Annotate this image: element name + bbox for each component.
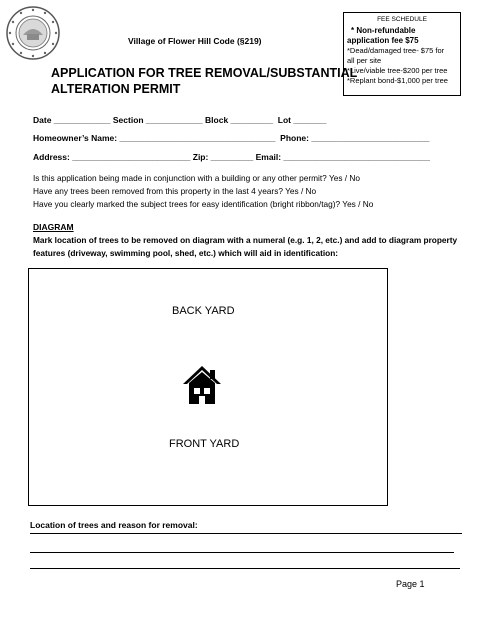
application-title (51, 65, 357, 97)
title-line-2: ALTERATION PERMIT (51, 82, 181, 96)
fee-schedule-heading: FEE SCHEDULE (377, 16, 427, 23)
diagram-instructions: Mark location of trees to be removed on diagram with a numeral (e.g. 1, 2, etc.) and add to diagram property features (driveway, swimming pool, shed, etc.) which will aid in identification: (33, 235, 458, 258)
fee-nonrefundable-line-1: * Non-refundable (351, 26, 416, 35)
question-building-permit: Is this application being made in conjunction with a building or any other permit? Yes / No (33, 173, 361, 183)
page-number: Page 1 (396, 579, 425, 589)
address-zip-email-row[interactable]: Address: _________________________ Zip: _________ Email: _______________________________ (33, 152, 431, 162)
question-trees-marked: Have you clearly marked the subject trees for easy identification (bright ribbon/tag)? Yes / No (33, 199, 374, 209)
house-icon (181, 364, 223, 406)
homeowner-phone-row[interactable]: Homeowner’s Name: _________________________________ Phone: _________________________ (33, 133, 430, 143)
removal-reason-line-3[interactable] (30, 568, 460, 569)
removal-reason-line-1[interactable] (30, 533, 462, 534)
property-diagram-box[interactable] (28, 268, 388, 506)
back-yard-label: BACK YARD (172, 305, 235, 317)
fee-nonrefundable-line-2: application fee $75 (347, 36, 419, 45)
diagram-heading: DIAGRAM (33, 222, 74, 232)
village-seal (5, 5, 61, 61)
fee-replant-bond: *Replant bond-$1,000 per tree (347, 76, 448, 85)
fee-live-tree: *Live/viable tree-$200 per tree (347, 66, 448, 75)
removal-reason-line-2[interactable] (30, 552, 454, 553)
question-trees-removed: Have any trees been removed from this property in the last 4 years? Yes / No (33, 186, 317, 196)
fee-dead-tree-line-2: all per site (347, 56, 382, 65)
date-section-block-lot-row[interactable]: Date ____________ Section ____________ Block _________ Lot _______ (33, 115, 327, 125)
front-yard-label: FRONT YARD (169, 438, 240, 450)
fee-schedule-box (343, 12, 461, 96)
fee-dead-tree-line-1: *Dead/damaged tree- $75 for (347, 46, 445, 55)
village-code-reference: Village of Flower Hill Code (§219) (128, 36, 262, 46)
title-line-1: APPLICATION FOR TREE REMOVAL/SUBSTANTIAL (51, 66, 358, 80)
removal-reason-label: Location of trees and reason for removal: (30, 520, 198, 530)
